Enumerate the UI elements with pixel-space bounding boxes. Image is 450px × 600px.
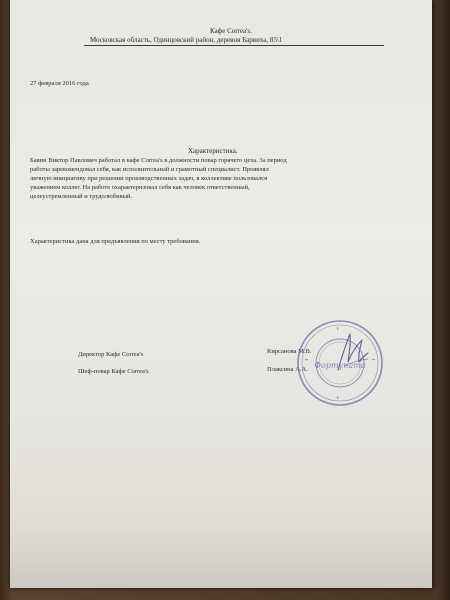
purpose-statement: Характеристика дана для предъявления по месту требования. [30,238,201,245]
signatory-role-director: Директор Кафе Correa's [78,351,144,358]
body-line: Бавин Виктор Павлович работал в кафе Correa's в должности повар горячего цеха. За период [30,157,287,164]
signatory-role-chef: Шеф-повар Кафе Correa's [78,368,149,375]
org-address: Московская область, Одинцовский район, деревня Барвиха, 85\1 [90,36,283,44]
document-sheet [10,0,432,588]
document-date: 27 февраля 2016 года [30,80,89,87]
handwritten-signature [332,326,372,374]
document-title: Характеристика. [188,147,238,155]
signatory-name-chef: Плаксина А.А. [267,366,308,373]
stamp-lettering: Фортуната [314,361,366,370]
org-name: Кафе Correa's. [210,27,252,35]
body-line: личную инициативу при решении производственных задач, в коллективе пользовался [30,175,268,182]
body-line: уважением коллег. На работе охарактеризовал себя как человек ответственный, [30,184,250,191]
body-line: работы зарекомендовал себя, как исполнительный и грамотный специалист. Проявлял [30,166,269,173]
signatory-name-director: Кирсанова М.В. [267,348,312,355]
document-body [30,156,410,201]
body-line: целеустремленный и трудолюбивый. [30,193,133,200]
header-divider [84,45,384,46]
